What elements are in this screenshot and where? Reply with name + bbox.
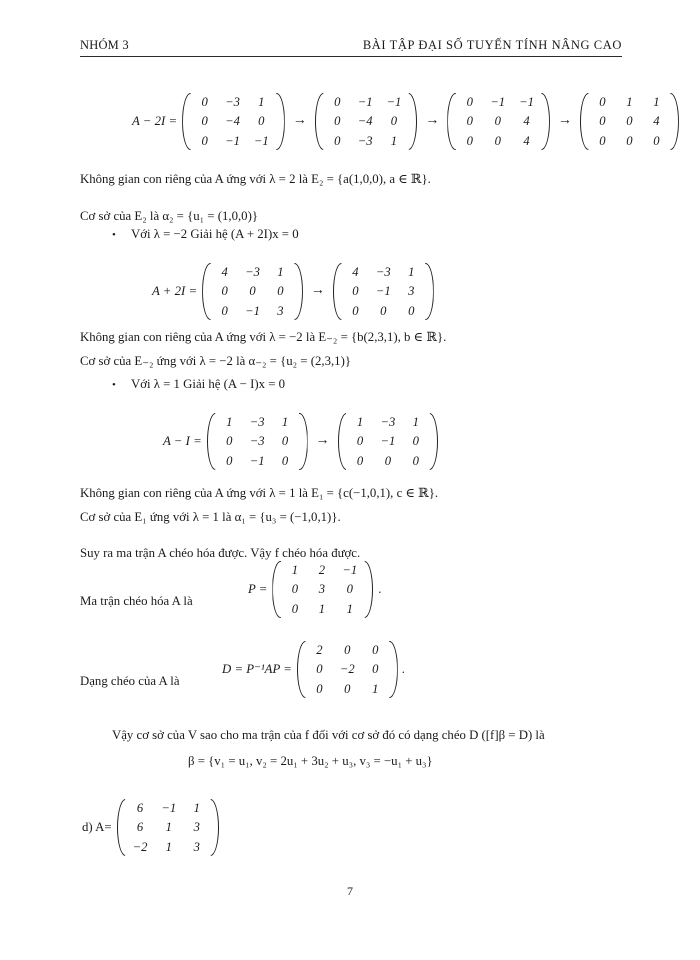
matrix-d-text-label: Dạng chéo của A là <box>80 674 180 688</box>
paren-left-icon <box>314 92 323 151</box>
equation-a-minus-2i <box>132 92 680 151</box>
eigenspace-lambda-minus-2-basis: Cơ sở của E₋₂ ứng với λ = −2 là α₋₂ = {u₂ = (2,3,1)} <box>80 354 351 368</box>
equation-label-d: D = P⁻¹AP = <box>222 661 292 676</box>
paren-left-icon <box>296 640 305 699</box>
matrix-p-text-label: Ma trận chéo hóa A là <box>80 594 193 608</box>
matrix-a-minus-2i-4: 0 1 1 0 0 4 0 0 0 <box>579 92 680 151</box>
paren-right-icon <box>211 798 220 857</box>
equation-p <box>248 560 381 619</box>
matrix-a-minus-2i-1: 0 −3 1 0 −4 0 0 −1 −1 <box>181 92 286 151</box>
equation-a-plus-2i <box>152 262 435 321</box>
paren-right-icon <box>409 92 418 151</box>
bullet-dot-icon: • <box>112 229 116 242</box>
basis-formula: β = {v₁ = u₁, v₂ = 2u₁ + 3u₂ + u₃, v₃ = −u₁ + u₃} <box>188 754 433 768</box>
paren-right-icon <box>295 262 304 321</box>
paren-right-icon <box>542 92 551 151</box>
matrix-a-plus-2i-1: 4 −3 1 0 0 0 0 −1 3 <box>201 262 304 321</box>
paren-left-icon <box>579 92 588 151</box>
matrix-part-d: 6 −1 1 6 1 3 −2 1 3 <box>116 798 221 857</box>
bullet-dot-icon: • <box>112 379 116 392</box>
eigenspace-lambda-2-basis: Cơ sở của E₂ là α₂ = {u₁ = (1,0,0)} <box>80 209 258 223</box>
equation-d-tail: . <box>401 661 405 676</box>
paren-left-icon <box>201 262 210 321</box>
arrow-icon: → <box>315 433 330 449</box>
equation-p-tail: . <box>378 581 382 596</box>
bullet-lambda-1-label: Với λ = 1 Giải hệ (A − I)x = 0 <box>130 377 286 391</box>
equation-part-d <box>82 798 220 857</box>
paren-right-icon <box>426 262 435 321</box>
paren-left-icon <box>271 560 280 619</box>
arrow-icon: → <box>292 113 307 129</box>
equation-label-a-minus-2i: A − 2I = <box>132 113 178 128</box>
equation-label-a-minus-i: A − I = <box>163 433 202 448</box>
paren-right-icon <box>671 92 680 151</box>
matrix-a-minus-2i-2: 0 −1 −1 0 −4 0 0 −3 1 <box>314 92 419 151</box>
eigenspace-lambda-1-text: Không gian con riêng của A ứng với λ = 1 là E₁ = {c(−1,0,1), c ∈ ℝ}. <box>80 486 439 500</box>
equation-a-minus-i <box>163 412 439 471</box>
page-header <box>80 38 622 57</box>
paren-left-icon <box>116 798 125 857</box>
matrix-a-minus-2i-3: 0 −1 −1 0 0 4 0 0 4 <box>446 92 551 151</box>
header-title: BÀI TẬP ĐẠI SỐ TUYẾN TÍNH NÂNG CAO <box>362 38 622 52</box>
matrix-p: 1 2 −1 0 3 0 0 1 1 <box>271 560 374 619</box>
eigenspace-lambda-minus-2-text: Không gian con riêng của A ứng với λ = −2 là E₋₂ = {b(2,3,1), b ∈ ℝ}. <box>80 330 447 344</box>
equation-label-a-plus-2i: A + 2I = <box>152 283 198 298</box>
arrow-icon: → <box>310 283 325 299</box>
bullet-lambda-minus-2 <box>112 227 299 242</box>
bullet-lambda-minus-2-label: Với λ = −2 Giải hệ (A + 2I)x = 0 <box>130 227 299 241</box>
matrix-a-minus-i-1: 1 −3 1 0 −3 0 0 −1 0 <box>206 412 309 471</box>
paren-left-icon <box>181 92 190 151</box>
paren-right-icon <box>390 640 399 699</box>
matrix-a-plus-2i-2: 4 −3 1 0 −1 3 0 0 0 <box>332 262 435 321</box>
page-number: 7 <box>347 884 353 898</box>
paren-left-icon <box>446 92 455 151</box>
paren-right-icon <box>430 412 439 471</box>
eigenspace-lambda-2-text: Không gian con riêng của A ứng với λ = 2 là E₂ = {a(1,0,0), a ∈ ℝ}. <box>80 172 431 186</box>
conclusion-diagonalizable: Suy ra ma trận A chéo hóa được. Vậy f chéo hóa được. <box>80 546 361 560</box>
paren-right-icon <box>300 412 309 471</box>
bullet-lambda-1 <box>112 377 285 392</box>
eigenspace-lambda-1-basis: Cơ sở của E₁ ứng với λ = 1 là α₁ = {u₃ = (−1,0,1)}. <box>80 510 341 524</box>
basis-sentence: Vậy cơ sở của V sao cho ma trận của f đối với cơ sở đó có dạng chéo D ([f]β = D) là <box>112 728 545 742</box>
matrix-a-minus-i-2: 1 −3 1 0 −1 0 0 0 0 <box>337 412 440 471</box>
paren-left-icon <box>332 262 341 321</box>
equation-label-p: P = <box>248 581 268 596</box>
paren-left-icon <box>206 412 215 471</box>
part-d-label: d) A= <box>82 819 112 834</box>
paren-left-icon <box>337 412 346 471</box>
matrix-d: 2 0 0 0 −2 0 0 0 1 <box>296 640 399 699</box>
equation-d <box>222 640 405 699</box>
arrow-icon: → <box>557 113 572 129</box>
header-group-label: NHÓM 3 <box>80 38 129 52</box>
paren-right-icon <box>365 560 374 619</box>
arrow-icon: → <box>425 113 440 129</box>
paren-right-icon <box>277 92 286 151</box>
